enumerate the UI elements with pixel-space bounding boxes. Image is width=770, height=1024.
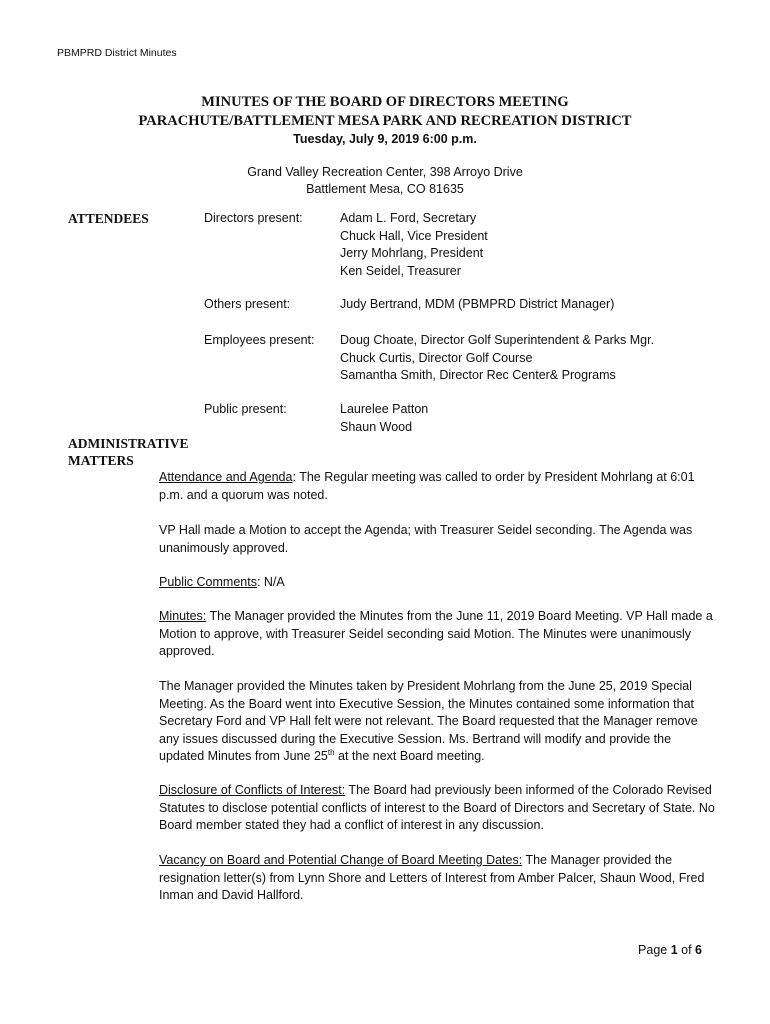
location-line2: Battlement Mesa, CO 81635 — [306, 182, 464, 196]
document-title-line2: PARACHUTE/BATTLEMENT MESA PARK AND RECREATION DISTRICT — [138, 113, 632, 129]
employees-list — [340, 332, 654, 385]
special-meeting-body: The Manager provided the Minutes taken by President Mohrlang from the June 25, 2019 Special Meeting. As the Board went into Executive Session, the Minutes contained some information that Secretary Ford and VP Hall felt were not relevant. The Board requested that the Manager remove any issues discussed during the Executive Session. Ms. Bertrand will modify and provide the updated Minutes from June 25 — [159, 679, 698, 763]
vacancy-title: Vacancy on Board and Potential Change of Board Meeting Dates: — [159, 853, 523, 867]
special-meeting-paragraph — [159, 678, 719, 766]
other-name: Judy Bertrand, MDM (PBMPRD District Manager) — [340, 297, 615, 311]
attendance-paragraph — [159, 469, 719, 504]
minutes-body: The Manager provided the Minutes from the June 11, 2019 Board Meeting. VP Hall made a Motion to approve, with Treasurer Seidel seconding said Motion. The Minutes were unanimously approved. — [159, 609, 713, 658]
director-name: Ken Seidel, Treasurer — [340, 263, 461, 278]
others-label: Others present: — [204, 297, 291, 311]
admin-heading-line2: MATTERS — [68, 453, 134, 468]
page-number: 1 — [670, 943, 678, 957]
disclosure-body: The Board had previously been informed of the Colorado Revised Statutes to disclose potential conflicts of interest to the Board of Directors and Secretary of State. No Board member stated they had a conflict of interest in any discussion. — [159, 783, 715, 832]
directors-list — [340, 210, 488, 280]
location-line1: Grand Valley Recreation Center, 398 Arroyo Drive — [247, 165, 523, 179]
vacancy-body: The Manager provided the resignation letter(s) from Lynn Shore and Letters of Interest from Amber Palcer, Shaun Wood, Fred Inman and David Hallford. — [159, 853, 705, 902]
agenda-motion-paragraph: VP Hall made a Motion to accept the Agenda; with Treasurer Seidel seconding. The Agenda was unanimously approved. — [159, 523, 693, 555]
public-label: Public present: — [204, 402, 287, 416]
employee-name: Chuck Curtis, Director Golf Course — [340, 350, 533, 365]
minutes-paragraph — [159, 608, 719, 661]
public-comments-title: Public Comments — [159, 575, 257, 589]
page-footer — [638, 943, 702, 957]
page-total: 6 — [695, 943, 702, 957]
running-header: PBMPRD District Minutes — [57, 47, 177, 59]
meeting-date: Tuesday, July 9, 2019 6:00 p.m. — [293, 132, 477, 146]
employees-label: Employees present: — [204, 333, 315, 347]
employee-name: Doug Choate, Director Golf Superintendent & Parks Mgr. — [340, 333, 655, 347]
admin-heading-line1: ADMINISTRATIVE — [68, 436, 189, 451]
disclosure-title: Disclosure of Conflicts of Interest: — [159, 783, 346, 797]
public-comments-body: : N/A — [256, 575, 285, 589]
minutes-title: Minutes: — [159, 609, 207, 623]
of-word: of — [677, 943, 696, 957]
director-name: Jerry Mohrlang, President — [340, 246, 484, 260]
public-list — [340, 401, 428, 436]
document-title-line1: MINUTES OF THE BOARD OF DIRECTORS MEETING — [201, 94, 569, 110]
special-meeting-tail: at the next Board meeting. — [334, 749, 485, 763]
vacancy-paragraph — [159, 852, 719, 905]
public-name: Laurelee Patton — [340, 402, 429, 416]
director-name: Chuck Hall, Vice President — [340, 228, 488, 243]
others-list — [340, 296, 614, 314]
attendance-body: : The Regular meeting was called to order by President Mohrlang at 6:01 p.m. and a quorum was noted. — [159, 470, 695, 502]
attendance-title: Attendance and Agenda — [159, 470, 293, 484]
employee-name: Samantha Smith, Director Rec Center& Programs — [340, 368, 616, 382]
page-word: Page — [638, 943, 671, 957]
directors-label: Directors present: — [204, 211, 303, 225]
special-meeting-sup: th — [327, 747, 335, 757]
disclosure-paragraph — [159, 782, 719, 835]
public-comments-paragraph — [159, 574, 719, 592]
public-name: Shaun Wood — [340, 419, 413, 434]
director-name: Adam L. Ford, Secretary — [340, 211, 477, 225]
attendees-heading: ATTENDEES — [68, 211, 149, 226]
